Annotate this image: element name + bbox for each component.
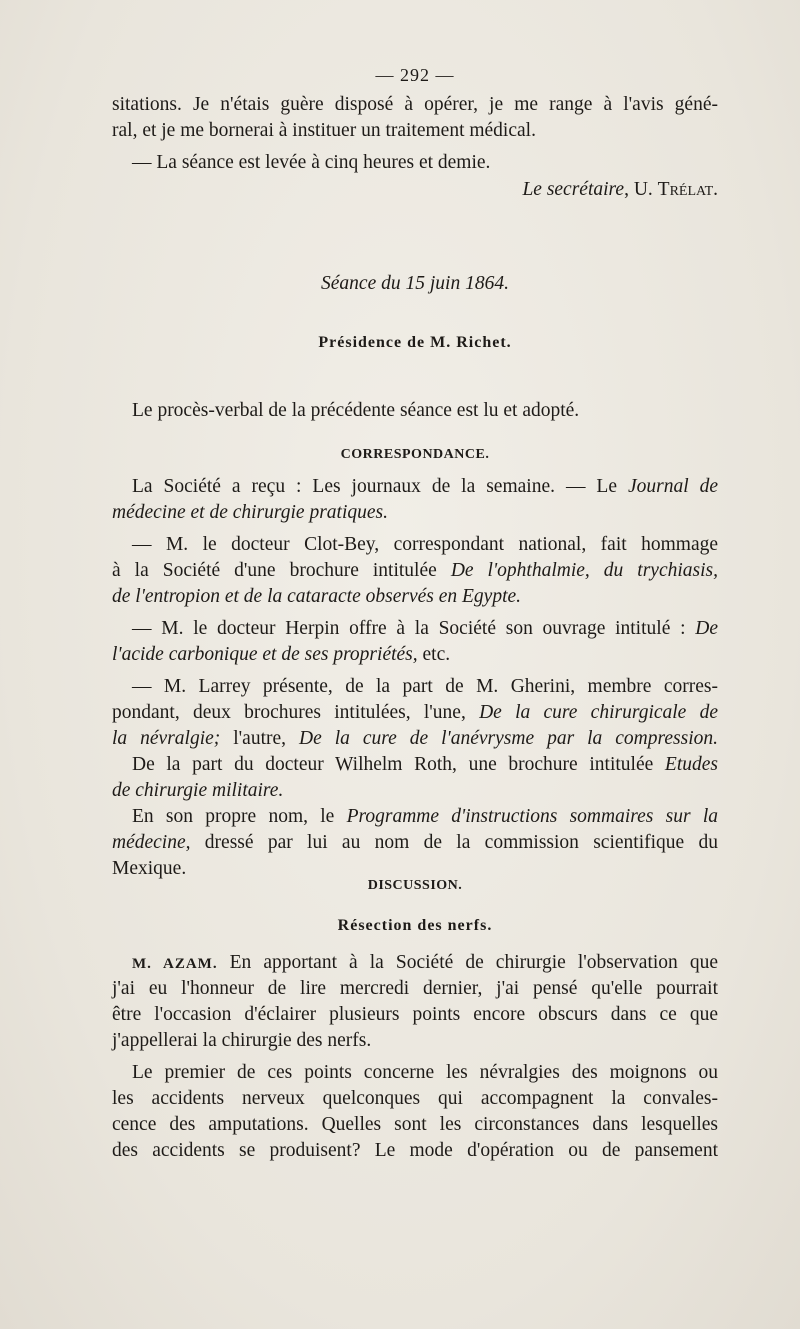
text-run: la névralgie; xyxy=(112,728,221,749)
text-run: — M. Larrey présente, de la part de M. Gherini, membre corres- xyxy=(132,676,718,697)
text-run: l'autre, xyxy=(220,728,300,749)
text-run: Le secrétaire xyxy=(522,179,625,200)
text-run: de chirurgie militaire. xyxy=(112,780,284,801)
text-run: La Société a reçu : Les journaux de la semaine. — Le xyxy=(132,476,628,497)
text-run: etc. xyxy=(417,644,451,665)
text-run: Mexique. xyxy=(112,858,187,879)
text-run: Programme d'instructions sommaires sur la xyxy=(346,806,719,827)
text-line xyxy=(112,752,718,778)
text-run: Séance du 15 juin 1864. xyxy=(321,273,509,294)
page-number: — 292 — xyxy=(375,65,455,85)
text-run: De l'ophthalmie, du trychiasis, xyxy=(450,560,718,581)
section-heading-correspondance xyxy=(112,442,718,468)
text-run: , U. xyxy=(624,179,658,200)
text-run: des accidents se produisent? Le mode d'opération ou de pansement xyxy=(112,1140,718,1161)
text-line xyxy=(112,118,718,144)
text-run: M. AZAM. xyxy=(132,956,218,972)
text-run: cence des amputations. Quelles sont les circonstances dans lesquelles xyxy=(112,1114,718,1135)
text-run: Le premier de ces points concerne les névralgies des moignons ou xyxy=(132,1062,718,1083)
text-line xyxy=(112,150,718,176)
text-run: CORRESPONDANCE. xyxy=(340,447,490,462)
text-run: Résection des nerfs. xyxy=(337,917,493,934)
text-run: Le procès-verbal de la précédente séance est lu et adopté. xyxy=(132,400,580,421)
text-line xyxy=(112,1086,718,1112)
text-line xyxy=(112,532,718,558)
text-line xyxy=(112,558,718,584)
text-line xyxy=(112,726,718,752)
text-run: — M. le docteur Clot-Bey, correspondant national, fait hommage xyxy=(132,534,718,555)
text-run: de l'entropion et de la cataracte observés en Egypte. xyxy=(112,586,522,607)
text-line xyxy=(112,1112,718,1138)
text-run: Présidence de M. Richet. xyxy=(318,334,512,351)
presidency-heading xyxy=(112,330,718,356)
text-line xyxy=(112,92,718,118)
text-line xyxy=(112,1002,718,1028)
text-run: médecine et de chirurgie pratiques. xyxy=(112,502,388,523)
text-line xyxy=(112,674,718,700)
text-line xyxy=(112,976,718,1002)
text-line xyxy=(112,642,718,668)
text-run: De xyxy=(695,618,718,639)
text-run: Trélat xyxy=(657,179,714,200)
text-run: De la part du docteur Wilhelm Roth, une brochure intitulée xyxy=(132,754,665,775)
section-heading-discussion xyxy=(112,873,718,899)
text-run: Etudes xyxy=(664,754,718,775)
text-line xyxy=(112,830,718,856)
text-run: médecine, xyxy=(112,832,191,853)
session-heading xyxy=(112,271,718,297)
text-line xyxy=(112,950,718,977)
text-run: DISCUSSION. xyxy=(367,878,463,893)
text-run: être l'occasion d'éclairer plusieurs points encore obscurs dans ce que xyxy=(112,1004,718,1025)
text-line xyxy=(112,584,718,610)
text-run: Journal de xyxy=(627,476,718,497)
text-line xyxy=(112,778,718,804)
text-line xyxy=(112,398,718,424)
subsection-heading xyxy=(112,913,718,939)
text-run: à la Société d'une brochure intitulée xyxy=(112,560,451,581)
text-run: ral, et je me bornerai à instituer un traitement médical. xyxy=(112,120,536,141)
text-line xyxy=(112,500,718,526)
text-run: — La séance est levée à cinq heures et demie. xyxy=(132,152,491,173)
text-line xyxy=(112,700,718,726)
text-line xyxy=(112,474,718,500)
text-run: j'appellerai la chirurgie des nerfs. xyxy=(112,1030,372,1051)
text-run: pondant, deux brochures intitulées, l'une, xyxy=(112,702,480,723)
text-run: sitations. Je n'étais guère disposé à opérer, je me range à l'avis géné- xyxy=(112,94,718,115)
text-run: De la cure chirurgicale de xyxy=(479,702,718,723)
text-run: l'acide carbonique et de ses propriétés, xyxy=(112,644,418,665)
text-run: les accidents nerveux quelconques qui accompagnent la convales- xyxy=(112,1088,718,1109)
text-run: dressé par lui au nom de la commission scientifique du xyxy=(190,832,718,853)
text-line xyxy=(112,804,718,830)
text-run: En son propre nom, le xyxy=(132,806,347,827)
text-line xyxy=(112,1060,718,1086)
text-line xyxy=(112,1138,718,1164)
text-run: — M. le docteur Herpin offre à la Société son ouvrage intitulé : xyxy=(132,618,696,639)
text-line xyxy=(112,1028,718,1054)
text-run: . xyxy=(713,179,718,200)
text-run: j'ai eu l'honneur de lire mercredi dernier, j'ai pensé qu'elle pourrait xyxy=(112,978,718,999)
text-run: En apportant à la Société de chirurgie l'observation que xyxy=(217,952,718,973)
text-line xyxy=(112,177,718,203)
text-line xyxy=(112,616,718,642)
text-run: De la cure de l'anévrysme par la compression. xyxy=(299,728,719,749)
